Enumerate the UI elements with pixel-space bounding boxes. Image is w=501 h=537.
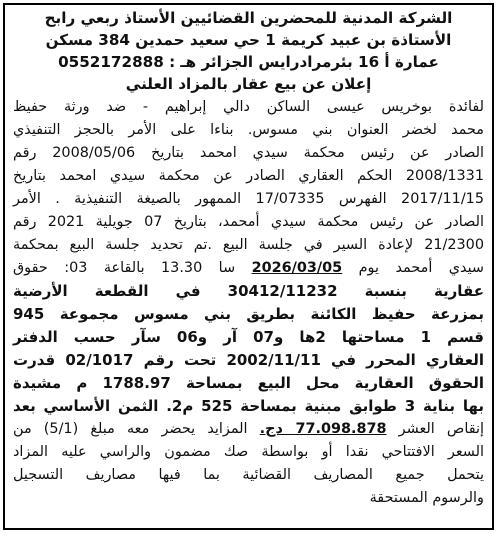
body-line-segment: سا 13.30 بالقاعة 03: حقوق (13, 260, 252, 276)
notice-title: إعلان عن بيع عقار بالمزاد العلني (125, 75, 372, 93)
body-line-segment: المزايد يحضر معه مبلغ (5/1) من (13, 421, 260, 437)
body-line: 21/2300 لإعادة السير في جلسة البيع .تم تحديد جلسة البيع بمحكمة (13, 237, 484, 253)
auction-notice (3, 3, 494, 530)
body-line: لفائدة بوخريس عيسى الساكن دالي إبراهيم - ضد ورثة حفيظ (13, 99, 484, 115)
body-line: قسم 1 مساحتها 2ها و07 آر و06 سآر حسب الدفتر (13, 328, 484, 346)
underlined-value: 2026/03/05 (251, 260, 343, 276)
header-line-bailiff: الأستاذة بن عبيد كريمة 1 حي سعيد حمدين 384 مسكن (45, 31, 452, 49)
body-line: 2008/1331 الحكم العقاري الصادر عن محكمة سيدي امحمد بتاريخ (13, 168, 484, 184)
notice-header (13, 7, 484, 95)
body-line: الصادر عن رئيس محكمة سيدي امحمد بتاريخ 2008/05/06 رقم (13, 145, 484, 161)
body-line: الحقوق العقارية محل البيع بمساحة 1788.97 م مشيدة (13, 374, 484, 392)
body-line: 2017/11/15 الفهرس 17/07335 الممهور بالصيغة التنفيذية . الأمر (13, 191, 484, 207)
body-line: السعر الافتتاحي نقدا أو بواسطة صك مضمون والراسي عليه المزاد (13, 444, 484, 460)
body-line: بها بناية 3 طوابق مبنية بمساحة 525 م2. الثمن الأساسي بعد (13, 397, 485, 415)
body-line: الصادر عن رئيس محكمة سيدي أمحمد، بتاريخ 07 جويلية 2021 رقم (13, 214, 485, 230)
body-line-segment: سيدي أمحمد يوم (342, 260, 484, 276)
body-line: والرسوم المستحقة (369, 490, 484, 506)
body-line: محمد لخضر العنوان بني مسوس. بناءا على الأمر بالحجز التنفيذي (13, 122, 484, 138)
body-line: بمزرعة حفيظ الكائنة بطريق بني مسوس مجموعة 945 (13, 305, 484, 323)
underlined-value: 77.098.878 دج. (259, 421, 387, 437)
body-line: يتحمل جميع المصاريف القضائية بما فيها مصاريف التسجيل (13, 467, 484, 483)
body-line-segment: إنقاص العشر (386, 421, 484, 437)
notice-body (13, 96, 484, 510)
header-line-company: الشركة المدنية للمحضرين القضائيين الأستاذ ربعي رابح (44, 9, 453, 27)
body-line: العقاري المحرر في 2002/11/11 تحت رقم 02/1017 قدرت (13, 351, 484, 369)
body-line (13, 418, 484, 441)
body-line (13, 257, 484, 280)
body-line: عقارية بنسبة 30412/11232 في القطعة الأرضية (13, 282, 484, 300)
header-line-address-phone: عمارة أ 16 بئرمرادرايس الجزائر هـ : 0552172888 (58, 53, 439, 71)
